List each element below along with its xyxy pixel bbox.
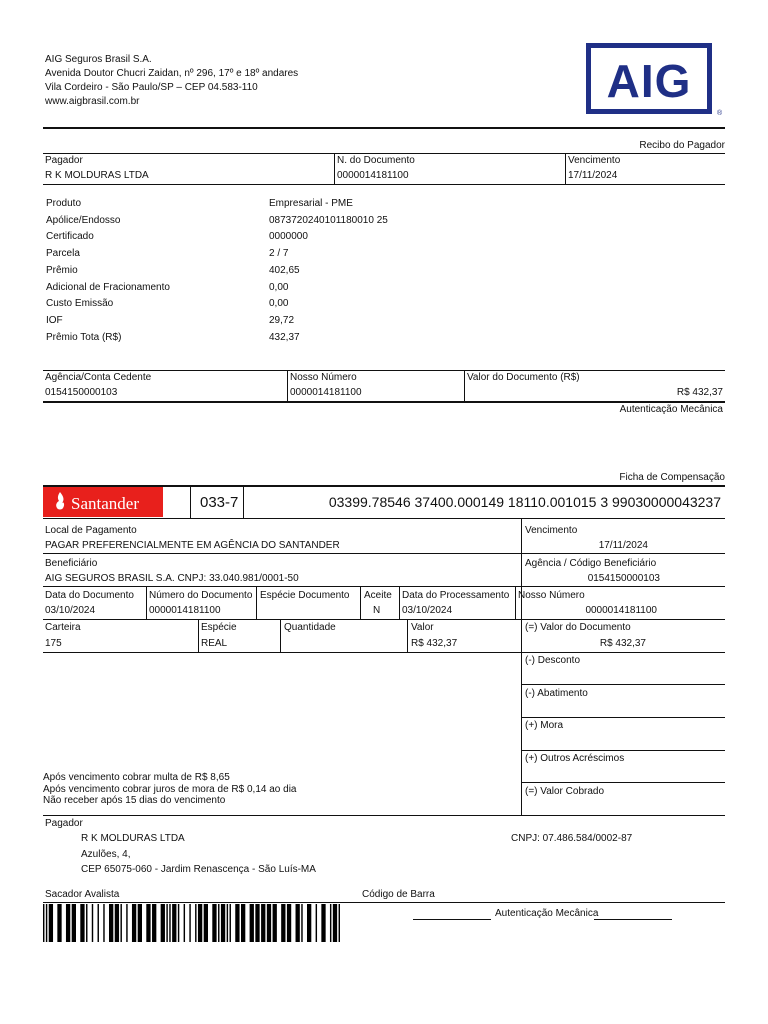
- detail-label: Certificado: [46, 231, 94, 242]
- barcode-bar: [57, 904, 61, 942]
- receipt-divider-1: [334, 153, 335, 184]
- especie-documento-label: Espécie Documento: [260, 590, 350, 601]
- mora-line: [521, 750, 725, 751]
- numero-documento-label: Número do Documento: [149, 590, 253, 601]
- barcode-bar: [330, 904, 331, 942]
- valor-cobrado-label: (=) Valor Cobrado: [525, 786, 605, 797]
- outros-line: [521, 782, 725, 783]
- detail-value: 402,65: [269, 265, 300, 276]
- instruction-3: Não receber após 15 dias do vencimento: [43, 795, 226, 806]
- numero-documento-value: 0000014181100: [149, 605, 221, 616]
- barcode-bar: [287, 904, 291, 942]
- barcode-bar: [255, 904, 259, 942]
- beneficiario-label: Beneficiário: [45, 558, 98, 569]
- valor-documento-value: R$ 432,37: [676, 387, 723, 398]
- instruction-2: Após vencimento cobrar juros de mora de R$ 0,14 ao dia: [43, 784, 297, 795]
- linha-digitavel: 03399.78546 37400.000149 18110.001015 3 99030000043237: [328, 494, 721, 510]
- barcode-bar: [235, 904, 239, 942]
- data-processamento-label: Data do Processamento: [402, 590, 510, 601]
- barcode-bar: [230, 904, 231, 942]
- receipt-pagador-value: R K MOLDURAS LTDA: [45, 170, 149, 181]
- row4-divider-2: [280, 619, 281, 652]
- barcode-bar: [178, 904, 179, 942]
- slip-venc-label: Vencimento: [525, 525, 578, 536]
- detail-label: Produto: [46, 198, 82, 209]
- agencia-bottom-line: [43, 401, 725, 403]
- barcode-bar: [261, 904, 265, 942]
- row4-divider-1: [198, 619, 199, 652]
- slip-pagador-cnpj: CNPJ: 07.486.584/0002-87: [511, 833, 633, 844]
- slip-line-1: [43, 518, 725, 519]
- santander-logo: [43, 487, 163, 517]
- barcode-bar: [66, 904, 70, 942]
- slip-venc-value: 17/11/2024: [598, 540, 648, 551]
- detail-label: IOF: [46, 315, 63, 326]
- receipt-doc-label: N. do Documento: [337, 155, 415, 166]
- detail-value: 432,37: [269, 332, 300, 343]
- barcode-bar: [166, 904, 167, 942]
- slip-line-4: [43, 619, 725, 620]
- receipt-title: Recibo do Pagador: [639, 140, 725, 151]
- barcode-bar: [195, 904, 196, 942]
- mora-label: (+) Mora: [525, 720, 564, 731]
- company-address-line1: Avenida Doutor Chucri Zaidan, nº 296, 17º e 18º andares: [45, 68, 299, 79]
- bank-code-divider-2: [243, 486, 244, 518]
- barcode-bar: [72, 904, 76, 942]
- barcode-bar: [227, 904, 228, 942]
- company-address-line2: Vila Cordeiro - São Paulo/SP – CEP 04.583-110: [45, 82, 258, 93]
- barcode-bar: [250, 904, 254, 942]
- barcode-bar: [316, 904, 317, 942]
- barcode-bar: [267, 904, 271, 942]
- barcode-bar: [49, 904, 53, 942]
- detail-label: Custo Emissão: [46, 298, 114, 309]
- bank-code-divider-1: [190, 486, 191, 518]
- desconto-label: (-) Desconto: [525, 655, 581, 666]
- barcode-bar: [98, 904, 99, 942]
- slip-line-5: [43, 652, 725, 653]
- barcode-bar: [221, 904, 225, 942]
- receipt-pagador-label: Pagador: [45, 155, 83, 166]
- barcode-bar: [80, 904, 84, 942]
- receipt-doc-value: 0000014181100: [337, 170, 409, 181]
- header-divider: [43, 127, 725, 129]
- agencia-value: 0154150000103: [45, 387, 118, 398]
- barcode-bar: [172, 904, 176, 942]
- barcode-bar: [333, 904, 337, 942]
- slip-pagador-name: R K MOLDURAS LTDA: [81, 833, 185, 844]
- barcode-bar: [103, 904, 104, 942]
- abatimento-label: (-) Abatimento: [525, 688, 588, 699]
- valor-documento-label: Valor do Documento (R$): [467, 372, 580, 383]
- barcode-bar: [296, 904, 300, 942]
- detail-value: 0,00: [269, 298, 289, 309]
- barcode-bar: [46, 904, 47, 942]
- barcode-bar: [115, 904, 119, 942]
- barcode-bar: [189, 904, 190, 942]
- slip-pagador-address-1: Azulões, 4,: [81, 849, 131, 860]
- barcode-bar: [161, 904, 165, 942]
- barcode: [43, 904, 340, 942]
- slip-nosso-value: 0000014181100: [585, 605, 657, 616]
- barcode-bar: [241, 904, 245, 942]
- aceite-value: N: [373, 605, 381, 616]
- detail-value: Empresarial - PME: [269, 198, 353, 209]
- valor-doc-label: (=) Valor do Documento: [525, 622, 631, 633]
- aig-logo-text: AIG: [606, 55, 692, 107]
- barcode-bar: [273, 904, 277, 942]
- agencia-top-line: [43, 370, 725, 371]
- ag-cod-label: Agência / Código Beneficiário: [525, 558, 657, 569]
- barcode-bar: [92, 904, 93, 942]
- auth-line-right: [594, 919, 672, 920]
- right-column-divider: [521, 518, 522, 815]
- registered-mark: ®: [717, 110, 723, 117]
- receipt-top-line: [43, 153, 725, 154]
- receipt-divider-2: [565, 153, 566, 184]
- barcode-bar: [169, 904, 170, 942]
- company-name: AIG Seguros Brasil S.A.: [45, 54, 152, 65]
- slip-autenticacao: Autenticação Mecânica: [495, 908, 599, 919]
- barcode-bar: [212, 904, 216, 942]
- barcode-bar: [109, 904, 113, 942]
- quantidade-label: Quantidade: [284, 622, 336, 633]
- barcode-bar: [339, 904, 340, 942]
- valor-value: R$ 432,37: [411, 638, 458, 649]
- outros-acrescimos-label: (+) Outros Acréscimos: [525, 753, 625, 764]
- beneficiario-value: AIG SEGUROS BRASIL S.A. CNPJ: 33.040.981/0001-50: [45, 573, 299, 584]
- detail-value: 0,00: [269, 282, 289, 293]
- sacador-avalista-label: Sacador Avalista: [45, 889, 120, 900]
- receipt-autenticacao: Autenticação Mecânica: [619, 404, 723, 415]
- valor-label: Valor: [411, 622, 434, 633]
- barcode-bar: [126, 904, 127, 942]
- valor-doc-value: R$ 432,37: [599, 638, 646, 649]
- agencia-label: Agência/Conta Cedente: [45, 372, 152, 383]
- local-pagamento-value: PAGAR PREFERENCIALMENTE EM AGÊNCIA DO SANTANDER: [45, 540, 340, 551]
- detail-value: 2 / 7: [269, 248, 289, 259]
- agencia-divider-2: [464, 370, 465, 401]
- detail-label: Prêmio Tota (R$): [46, 332, 122, 343]
- desconto-line: [521, 684, 725, 685]
- especie-label: Espécie: [201, 622, 237, 633]
- auth-line-left: [413, 919, 491, 920]
- company-website: www.aigbrasil.com.br: [45, 96, 140, 107]
- detail-label: Prêmio: [46, 265, 78, 276]
- row3-divider-2: [256, 586, 257, 619]
- receipt-line-2: [43, 184, 725, 185]
- barcode-bar: [132, 904, 136, 942]
- slip-line-6: [43, 815, 725, 816]
- especie-value: REAL: [201, 638, 228, 649]
- row3-divider-3: [360, 586, 361, 619]
- receipt-venc-label: Vencimento: [568, 155, 621, 166]
- barcode-bar: [146, 904, 150, 942]
- barcode-bar: [86, 904, 87, 942]
- detail-label: Apólice/Endosso: [46, 215, 121, 226]
- ag-cod-value: 0154150000103: [587, 573, 660, 584]
- barcode-bar: [43, 904, 44, 942]
- barcode-bar: [321, 904, 325, 942]
- barcode-bar: [281, 904, 285, 942]
- row4-divider-3: [407, 619, 408, 652]
- barcode-bar: [184, 904, 185, 942]
- barcode-bar: [198, 904, 202, 942]
- santander-logo-text: Santander: [71, 494, 139, 513]
- receipt-venc-value: 17/11/2024: [568, 170, 618, 181]
- nosso-numero-value: 0000014181100: [290, 387, 362, 398]
- barcode-bar: [218, 904, 219, 942]
- barcode-bar: [204, 904, 208, 942]
- nosso-numero-label: Nosso Número: [290, 372, 357, 383]
- bank-code: 033-7: [200, 494, 239, 511]
- slip-line-7: [43, 902, 725, 903]
- detail-value: 29,72: [269, 315, 295, 326]
- slip-nosso-label: Nosso Número: [518, 590, 585, 601]
- codigo-barra-label: Código de Barra: [362, 889, 435, 900]
- slip-pagador-address-2: CEP 65075-060 - Jardim Renascença - São Luís-MA: [81, 864, 316, 875]
- row3-divider-1: [146, 586, 147, 619]
- carteira-value: 175: [45, 638, 62, 649]
- data-documento-value: 03/10/2024: [45, 605, 96, 616]
- agencia-divider-1: [287, 370, 288, 401]
- detail-label: Adicional de Fracionamento: [46, 282, 170, 293]
- santander-flame-icon: [55, 492, 65, 512]
- detail-value: 0000000: [269, 231, 308, 242]
- detail-value: 0873720240101180010 25: [269, 215, 388, 226]
- barcode-bar: [120, 904, 121, 942]
- ficha-title: Ficha de Compensação: [619, 472, 725, 483]
- row3-divider-4: [399, 586, 400, 619]
- data-processamento-value: 03/10/2024: [402, 605, 453, 616]
- aceite-label: Aceite: [364, 590, 392, 601]
- barcode-bar: [307, 904, 311, 942]
- barcode-bar: [138, 904, 142, 942]
- barcode-bar: [152, 904, 156, 942]
- data-documento-label: Data do Documento: [45, 590, 134, 601]
- local-pagamento-label: Local de Pagamento: [45, 525, 137, 536]
- detail-label: Parcela: [46, 248, 80, 259]
- aig-logo: [586, 43, 712, 114]
- abatimento-line: [521, 717, 725, 718]
- slip-pagador-label: Pagador: [45, 818, 83, 829]
- row3-divider-5: [515, 586, 516, 619]
- carteira-label: Carteira: [45, 622, 81, 633]
- instruction-1: Após vencimento cobrar multa de R$ 8,65: [43, 772, 230, 783]
- slip-line-2: [43, 553, 725, 554]
- barcode-bar: [301, 904, 302, 942]
